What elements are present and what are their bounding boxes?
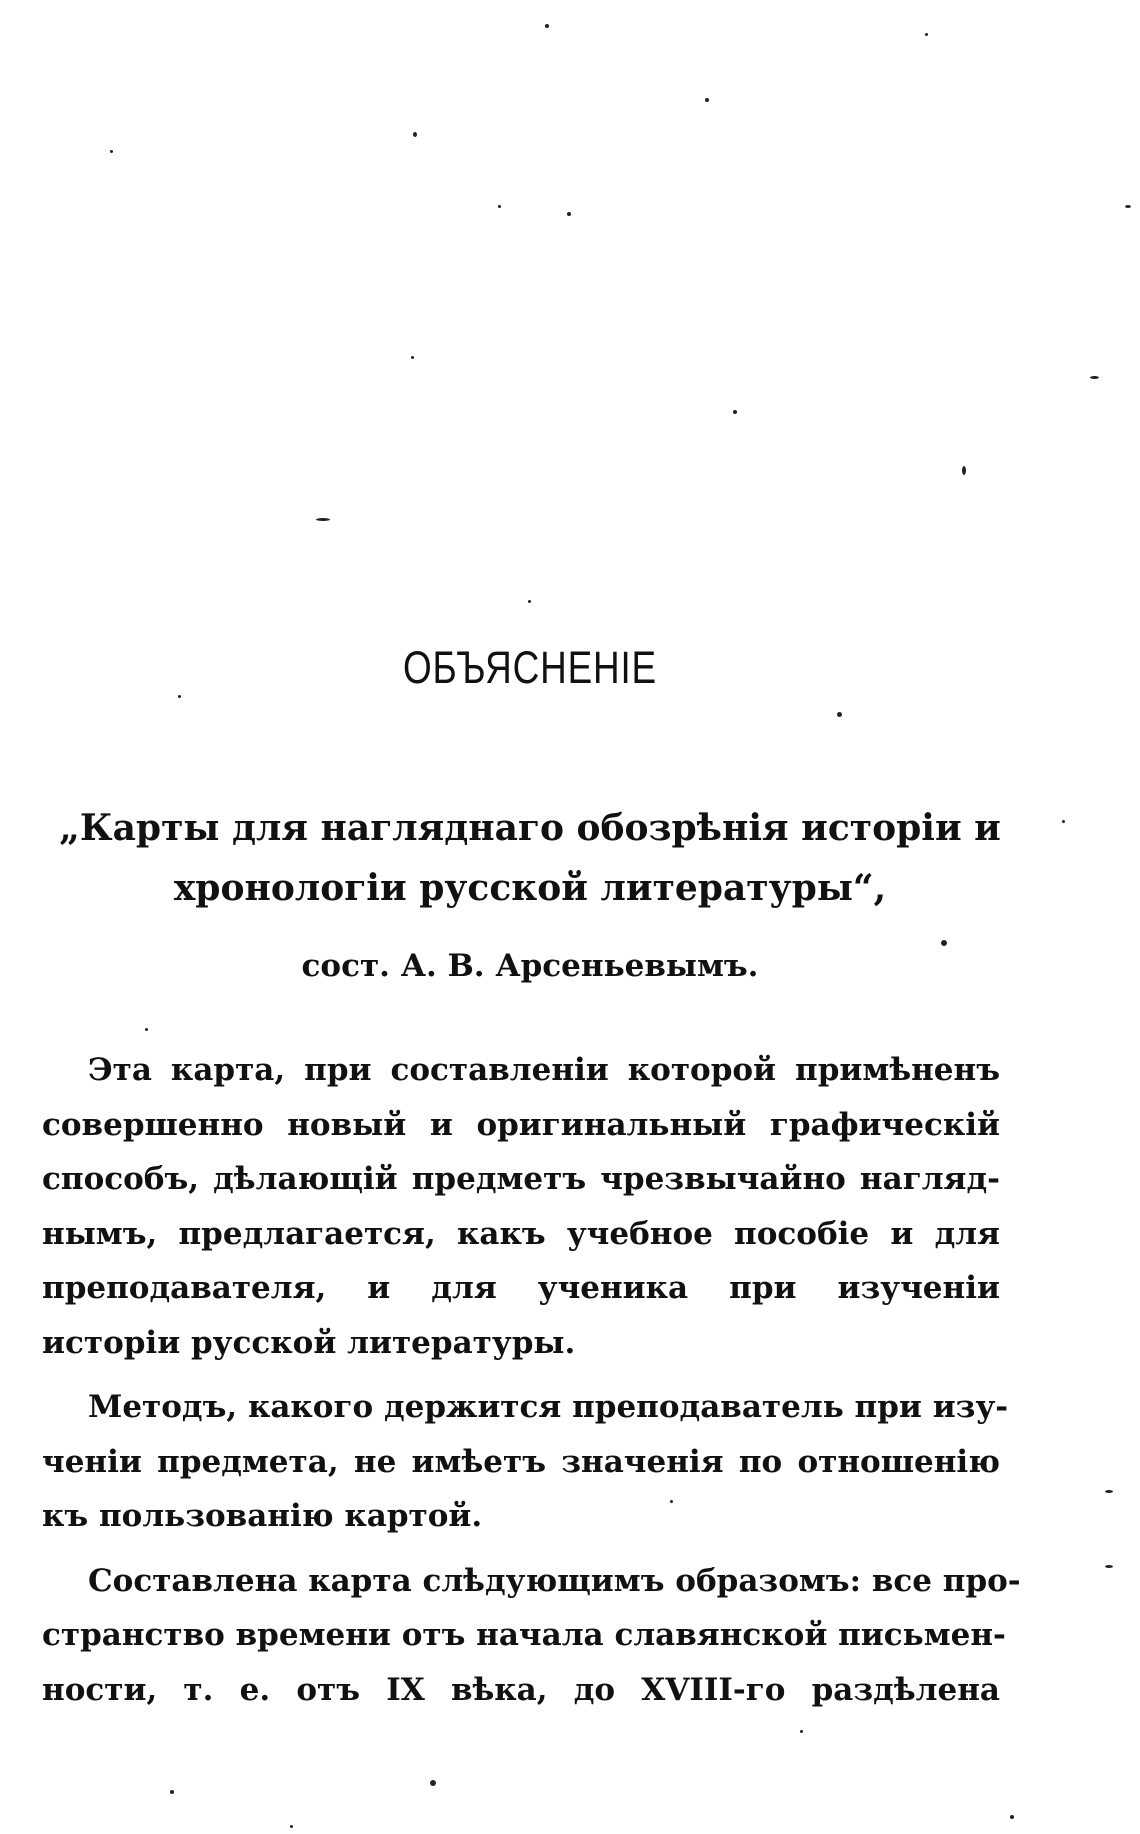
scan-speck bbox=[941, 940, 947, 946]
scan-speck bbox=[567, 212, 571, 216]
subtitle-line: хронологіи русской литературы“, bbox=[173, 867, 887, 909]
scan-speck bbox=[1062, 820, 1065, 823]
scan-speck bbox=[1010, 1815, 1014, 1819]
author-line: сост. А. В. Арсеньевымъ. bbox=[301, 948, 759, 984]
scan-speck bbox=[411, 356, 414, 359]
page-heading: ОБЪЯСНЕНІЕ bbox=[403, 642, 657, 693]
scan-speck bbox=[316, 518, 330, 521]
document-subtitle bbox=[40, 798, 1020, 918]
scan-speck bbox=[110, 150, 113, 153]
scan-speck bbox=[1105, 1490, 1113, 1493]
text-line: Эта карта, при составленіи которой примѣненъ bbox=[88, 1052, 1000, 1088]
subtitle-line: „Карты для нагляднаго обозрѣнія исторіи и bbox=[59, 807, 1001, 849]
scan-speck bbox=[1090, 376, 1099, 379]
scan-speck bbox=[430, 1780, 436, 1786]
scan-speck bbox=[498, 205, 501, 208]
paragraph-2 bbox=[42, 1380, 1009, 1544]
scan-speck bbox=[705, 98, 709, 102]
text-line: нымъ, предлагается, какъ учебное пособіе и для bbox=[42, 1215, 1000, 1252]
scan-speck bbox=[1125, 205, 1131, 208]
text-line: исторіи русской литературы. bbox=[42, 1324, 576, 1361]
text-line: преподавателя, и для ученика при изученіи bbox=[42, 1270, 1000, 1306]
scan-speck bbox=[800, 1730, 803, 1733]
text-line: совершенно новый и оригинальный графическій bbox=[42, 1106, 1000, 1143]
scan-speck bbox=[413, 132, 417, 137]
scan-speck bbox=[733, 410, 737, 414]
scan-speck bbox=[528, 600, 531, 603]
scan-speck bbox=[1105, 1565, 1113, 1568]
paragraph-3 bbox=[42, 1554, 1021, 1718]
text-line: способъ, дѣлающій предметъ чрезвычайно нагляд- bbox=[42, 1161, 1000, 1197]
paragraph-1 bbox=[42, 1043, 1000, 1370]
text-line: ченіи предмета, не имѣетъ значенія по отношенію bbox=[42, 1443, 1000, 1480]
scan-speck bbox=[170, 1790, 174, 1794]
scan-speck bbox=[925, 33, 928, 36]
scan-speck bbox=[178, 695, 181, 698]
scan-speck bbox=[837, 712, 842, 717]
body-text bbox=[42, 1043, 1021, 1727]
text-line: Составлена карта слѣдующимъ образомъ: все про- bbox=[88, 1562, 1021, 1599]
text-line: ности, т. е. отъ IX вѣка, до XVIII-го раздѣлена bbox=[42, 1671, 1000, 1708]
scan-speck bbox=[962, 466, 966, 475]
text-line: странство времени отъ начала славянской письмен- bbox=[42, 1617, 1006, 1653]
text-line: къ пользованію картой. bbox=[42, 1498, 483, 1534]
text-line: Методъ, какого держится преподаватель при изу- bbox=[88, 1389, 1009, 1425]
scan-speck bbox=[290, 1825, 293, 1828]
scan-speck bbox=[545, 24, 549, 28]
scan-speck bbox=[145, 1028, 148, 1031]
